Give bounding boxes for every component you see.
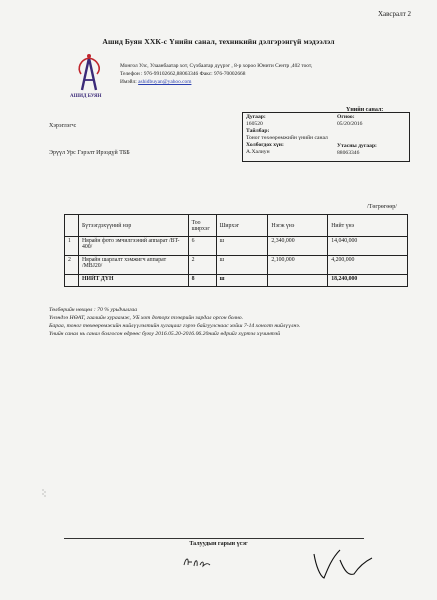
contact-phone: 88063346 [337,150,360,156]
table-row [65,237,408,256]
contact-person: А.Халиун [246,149,270,155]
table-total-row [65,275,408,287]
header-total-price: Нийт үнэ [328,215,408,237]
email-label: Имэйл: [120,79,137,85]
invoice-heading: Үнийн санал: [346,107,384,113]
row-unit: ш [216,237,268,256]
table-header-row [65,215,408,237]
company-contact-block [120,62,312,86]
total-label: НИЙТ ДҮН [78,275,188,287]
invoice-date-label: Огноо: [337,114,355,120]
table-row [65,256,408,275]
row-unit-price: 2,340,000 [268,237,328,256]
header-product-name: Бүтээгдэхүүний нэр [78,215,188,237]
row-index: 1 [65,237,79,256]
signature-right-icon [306,546,376,582]
appendix-label: Хавсралт 2 [378,10,412,18]
header-unit-price: Нэгж үнэ [268,215,328,237]
header-index [65,215,79,237]
signature-divider [64,538,364,539]
recipient-name: Эрүүл Урс Гэрэлт Ирээдүй ТББ [49,150,130,156]
invoice-date: 05/20/2016 [337,121,363,127]
company-email-line [120,78,312,86]
scan-mark-icon [41,488,47,498]
company-address: Монгол Улс, Улаанбаатар хот, Сүхбаатар дүүрэг , 8-р хороо Юнити Сентр ,402 тоот, [120,63,313,69]
header-quantity: Тоо ширхэг [188,215,216,237]
invoice-number-label: Дугаар: [246,114,266,120]
total-index [65,275,79,287]
row-product-name: Нярайн фото эмчилгээний аппарат /BT-400/ [78,237,188,256]
row-quantity: 2 [188,256,216,275]
currency-note: /Төгрөгөөр/ [367,204,397,210]
row-total-price: 14,040,000 [328,237,408,256]
contact-phone-label: Утасны дугаар: [337,143,377,149]
validity-note: Үнийн санал нь санал болгосон өдрөөс буюу 2016.05.20-2016.06.20нийг өдрийг хүртэл хүчинтэй [49,331,281,337]
invoice-description: Тоног төхөөрөмжийн үнийн санал [246,135,328,141]
logo-text: АШИД БУЯН [70,94,102,99]
recipient-label: Хэрэглэгч: [49,123,77,129]
row-unit: ш [216,256,268,275]
company-phone: Телефон : 976-99102662,88063346 Факс: 976-70002668 [120,71,246,77]
payment-terms-note: Төлбөрийн нөхцөл : 70 % урьдчилгаа [49,307,138,313]
header-unit: Ширхэг [216,215,268,237]
document-title: Ашид Буян ХХК-с Үнийн санал, техникийн дэлгэрэнгүй мэдээлэл [102,37,335,46]
row-total-price: 4,200,000 [328,256,408,275]
items-table [64,214,408,287]
company-email-link[interactable]: ashidbuyan@yahoo.com [138,79,192,85]
invoice-number: 160520 [246,121,263,127]
company-logo-icon [68,50,110,96]
total-unit-price [268,275,328,287]
contact-person-label: Холбогдох хүн: [246,142,284,148]
total-quantity: 8 [188,275,216,287]
total-unit: ш [216,275,268,287]
signature-title: Талуудын гарын үсэг [189,541,248,547]
invoice-info-box [242,112,410,162]
row-product-name: Нярайн шарлалт хэмжигч аппарат /MBJ20/ [78,256,188,275]
invoice-description-label: Тайлбар: [246,128,270,134]
row-unit-price: 2,100,000 [268,256,328,275]
delivery-note: Бараа, тоног төхөөрөмжийн нийлүүлэлтийн хугацааг гэрээ байгуулснаас хойш 7-14 хоногт нийлүүлнэ. [49,323,301,329]
signature-left-icon [180,553,220,571]
vat-note: Үнэндээ НӨАТ, гаалийн хураамж, УБ хот доторх тээврийн зардал орсон болно. [49,315,244,321]
row-quantity: 6 [188,237,216,256]
total-amount: 18,240,000 [328,275,408,287]
terms-notes [49,306,419,338]
row-index: 2 [65,256,79,275]
